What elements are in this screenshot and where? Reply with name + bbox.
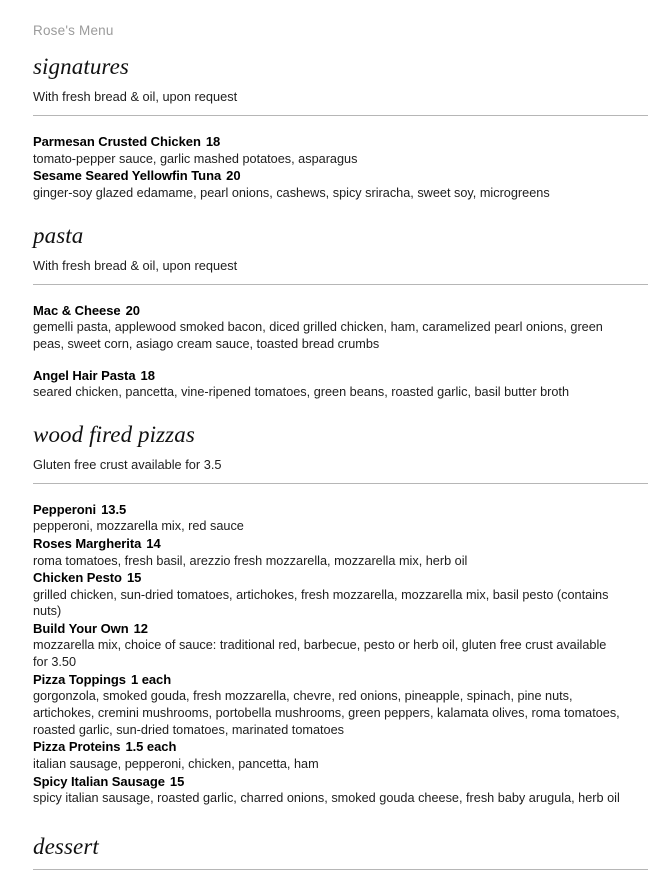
menu-item-name-row xyxy=(33,133,622,150)
menu-item-price: 15 xyxy=(126,570,142,586)
menu-item-description: spicy italian sausage, roasted garlic, charred onions, smoked gouda cheese, fresh baby arugula, herb oil xyxy=(33,790,620,805)
brand-title: Rose's Menu xyxy=(33,23,114,38)
menu-item-price: 1 each xyxy=(130,671,172,687)
menu-item-name: Mac & Cheese xyxy=(33,302,121,318)
menu-item-price: 13.5 xyxy=(101,502,127,518)
menu-item-name: Spicy Italian Sausage xyxy=(33,773,165,789)
menu-item-name-row xyxy=(33,367,622,384)
menu-item-description: gorgonzola, smoked gouda, fresh mozzarella, chevre, red onions, pineapple, spinach, pine nuts, artichokes, cremini mushrooms, portobella mushrooms, green peppers, kalamata olives, roma tomatoes, roasted garlic, sun-dried tomatoes, marinated tomatoes xyxy=(33,689,620,737)
menu-section-dessert xyxy=(0,835,650,870)
menu-item-name-row xyxy=(33,302,622,319)
section-title: signatures xyxy=(33,54,129,79)
menu-item-description: tomato-pepper sauce, garlic mashed potatoes, asparagus xyxy=(33,151,358,166)
section-subtitle: With fresh bread & oil, upon request xyxy=(33,89,238,105)
menu-item-name-row xyxy=(33,773,622,790)
menu-section-signatures xyxy=(0,55,650,202)
section-header xyxy=(0,423,650,473)
menu-item-description: gemelli pasta, applewood smoked bacon, diced grilled chicken, ham, caramelized pearl onions, green peas, sweet corn, asiago cream sauce, toasted bread crumbs xyxy=(33,320,603,351)
section-header xyxy=(0,224,650,274)
menu-item-price: 20 xyxy=(226,168,241,184)
menu-item-price: 20 xyxy=(125,302,140,318)
menu-item-description: pepperoni, mozzarella mix, red sauce xyxy=(33,519,244,534)
menu-item-name: Sesame Seared Yellowfin Tuna xyxy=(33,168,222,184)
menu-item-price: 18 xyxy=(140,367,155,383)
menu-item-name: Parmesan Crusted Chicken xyxy=(33,134,201,150)
menu-item-name: Pizza Toppings xyxy=(33,671,126,687)
menu-item-name-row xyxy=(33,738,622,755)
menu-item[interactable] xyxy=(33,738,622,772)
menu-item-price: 12 xyxy=(133,621,148,637)
menu-item-description: mozzarella mix, choice of sauce: traditional red, barbecue, pesto or herb oil, gluten free crust available for 3.50 xyxy=(33,638,607,670)
menu-item-description: ginger-soy glazed edamame, pearl onions, cashews, spicy sriracha, sweet soy, microgreens xyxy=(33,185,550,200)
menu-item-list xyxy=(0,116,650,201)
menu-item[interactable] xyxy=(33,367,622,401)
menu-item[interactable] xyxy=(33,501,622,535)
menu-item-description: grilled chicken, sun-dried tomatoes, artichokes, fresh mozzarella, mozzarella mix, basil pesto (contains nuts) xyxy=(33,587,609,619)
menu-item-description: roma tomatoes, fresh basil, arezzio fresh mozzarella, mozzarella mix, herb oil xyxy=(33,553,468,568)
menu-item-name: Pepperoni xyxy=(33,502,97,518)
menu-item-price: 14 xyxy=(146,536,161,552)
menu-item[interactable] xyxy=(33,535,622,569)
menu-item[interactable] xyxy=(33,671,622,739)
menu-item-name-row xyxy=(33,167,622,184)
menu-item[interactable] xyxy=(33,167,622,201)
menu-item-list xyxy=(0,484,650,806)
menu-item[interactable] xyxy=(33,302,622,353)
menu-item-name-row xyxy=(33,671,622,688)
section-subtitle: Gluten free crust available for 3.5 xyxy=(33,456,222,472)
menu-section-pasta xyxy=(0,224,650,401)
menu-item[interactable] xyxy=(33,620,622,671)
menu-item[interactable] xyxy=(33,773,622,807)
menu-item-name: Build Your Own xyxy=(33,621,129,637)
menu-item-price: 15 xyxy=(169,773,185,789)
menu-item-name: Roses Margherita xyxy=(33,536,142,552)
section-title: dessert xyxy=(33,833,99,859)
menu-item-list xyxy=(0,285,650,401)
menu-item-price: 18 xyxy=(205,134,221,150)
section-title: pasta xyxy=(33,222,84,248)
menu-item-name-row xyxy=(33,620,622,637)
menu-section-pizzas xyxy=(0,423,650,807)
menu-item-name-row xyxy=(33,535,622,552)
menu-item[interactable] xyxy=(33,133,622,167)
menu-item-description: italian sausage, pepperoni, chicken, pancetta, ham xyxy=(33,756,319,771)
section-header xyxy=(0,55,650,105)
menu-sections xyxy=(0,55,650,870)
section-title: wood fired pizzas xyxy=(33,421,195,447)
menu-item-name-row xyxy=(33,501,622,518)
section-subtitle: With fresh bread & oil, upon request xyxy=(33,257,238,273)
menu-item-name-row xyxy=(33,569,622,586)
section-header xyxy=(0,835,650,859)
menu-item[interactable] xyxy=(33,569,622,620)
menu-item-name: Pizza Proteins xyxy=(33,739,121,755)
menu-item-description: seared chicken, pancetta, vine-ripened tomatoes, green beans, roasted garlic, basil butter broth xyxy=(33,385,570,399)
menu-item-name: Chicken Pesto xyxy=(33,570,122,586)
menu-item-name: Angel Hair Pasta xyxy=(33,367,136,383)
menu-item-price: 1.5 each xyxy=(125,739,177,755)
